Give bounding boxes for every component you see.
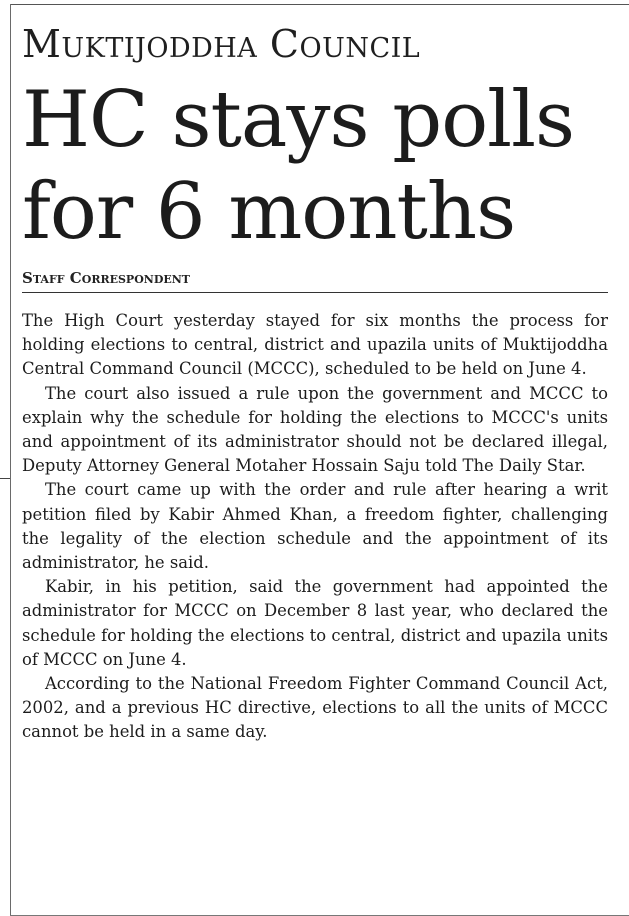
article-paragraph: The court came up with the order and rule after hearing a writ petition filed by Kabir Ahmed Khan, a freedom fighter, challenging the legality of the election schedule and the appointment of its administrator, he said. [22,480,608,573]
gutter-tick-mark [0,478,10,479]
article-headline: HC stays polls for 6 months [22,75,575,257]
article-paragraph: The court also issued a rule upon the government and MCCC to explain why the schedule for holding the elections to MCCC's units and appointment of its administrator should not be declared illegal, Deputy Attorney General Motaher Hossain Saju told The Daily Star. [22,383,608,476]
article-paragraph: Kabir, in his petition, said the government had appointed the administrator for MCCC on December 8 last year, who declared the schedule for holding the elections to central, district and upazila units of MCCC on June 4. [22,577,608,669]
column-left-rule [10,4,11,916]
news-article [22,14,608,745]
column-top-rule [10,4,629,5]
article-paragraph: According to the National Freedom Fighter Command Council Act, 2002, and a previous HC directive, elections to all the units of MCCC cannot be held in a same day. [22,674,608,742]
article-paragraph: The High Court yesterday stayed for six months the process for holding elections to central, district and upazila units of Muktijoddha Central Command Council (MCCC), scheduled to be held on June 4. [22,311,608,379]
article-byline: Staff Correspondent [22,268,608,293]
article-body [22,309,608,745]
article-kicker: Muktijoddha Council [22,22,421,66]
